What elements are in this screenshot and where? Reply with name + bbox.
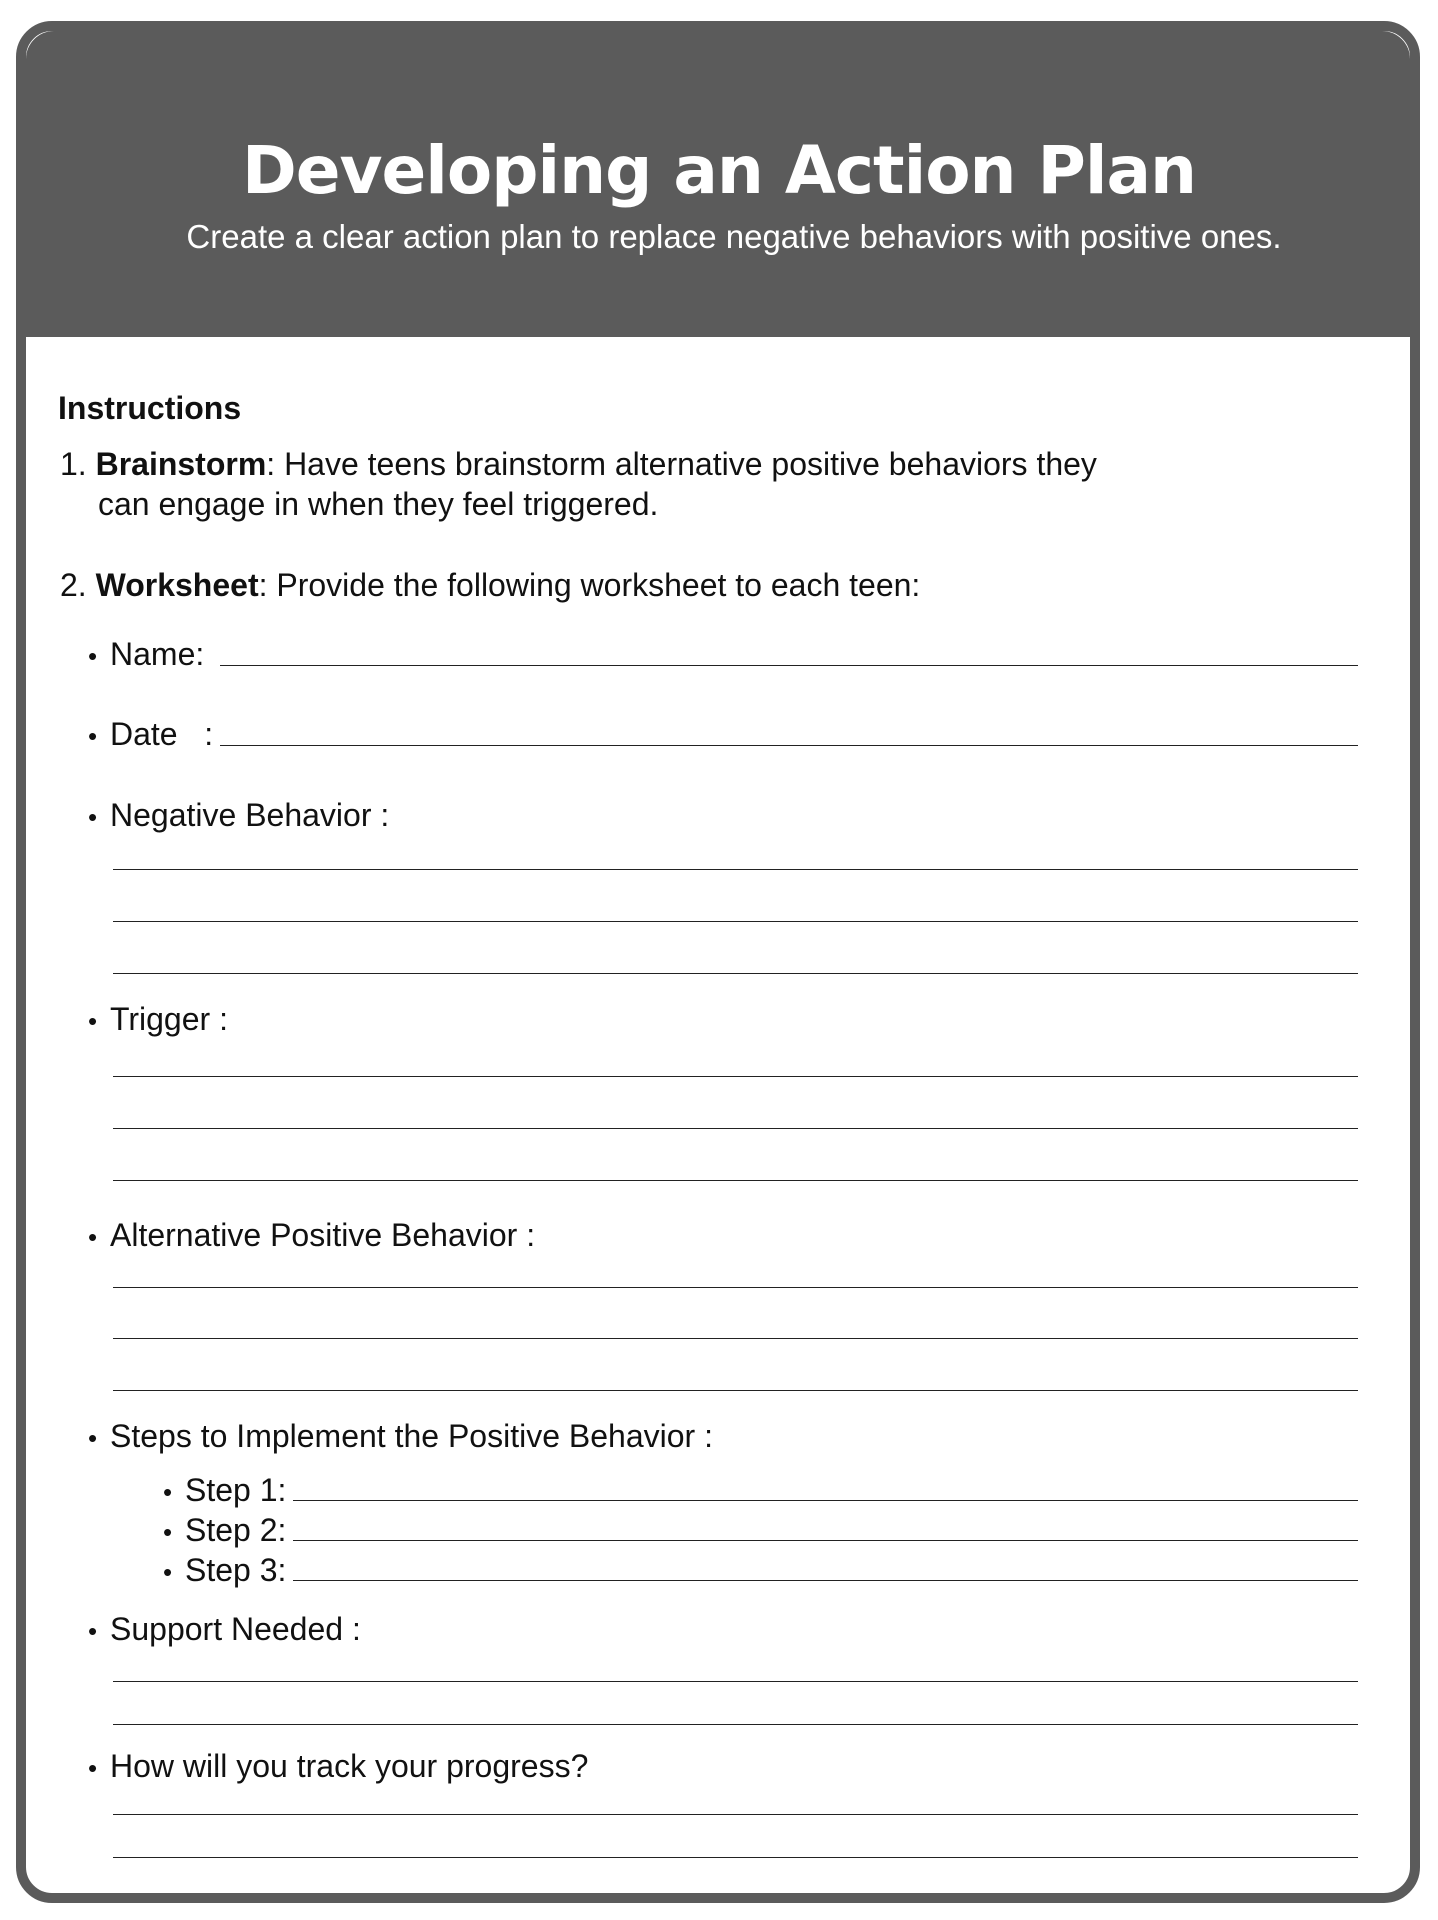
trigger-line-2[interactable] [113, 1128, 1358, 1129]
step-2-label-text: Step 2: [185, 1512, 287, 1548]
instruction-1 [60, 444, 1097, 484]
page-subtitle: Create a clear action plan to replace negative behaviors with positive ones. [186, 218, 1282, 255]
steps-label-text: Steps to Implement the Positive Behavior : [110, 1418, 713, 1454]
instruction-1-term: Brainstorm [95, 446, 267, 482]
date-label [88, 714, 213, 756]
instruction-1-number: 1. [60, 446, 87, 482]
support-needed-label-text: Support Needed : [110, 1611, 361, 1647]
trigger-line-3[interactable] [113, 1180, 1358, 1181]
bullet: • [88, 641, 98, 671]
negative-behavior-line-3[interactable] [113, 973, 1358, 974]
trigger-label-text: Trigger : [110, 1001, 228, 1037]
bullet: • [88, 1222, 98, 1252]
date-label-text: Date : [110, 716, 214, 752]
date-field[interactable] [220, 745, 1358, 746]
alternative-behavior-line-2[interactable] [113, 1338, 1358, 1339]
alternative-behavior-label-text: Alternative Positive Behavior : [110, 1217, 536, 1253]
alternative-behavior-line-1[interactable] [113, 1287, 1358, 1288]
instruction-2 [60, 565, 920, 605]
track-progress-label [88, 1746, 588, 1788]
bullet: • [163, 1557, 173, 1587]
alternative-behavior-label [88, 1215, 535, 1257]
negative-behavior-label [88, 795, 389, 837]
name-label-text: Name: [110, 636, 205, 672]
negative-behavior-line-1[interactable] [113, 869, 1358, 870]
step-2-field[interactable] [293, 1540, 1358, 1541]
trigger-line-1[interactable] [113, 1076, 1358, 1077]
instruction-1-continued: can engage in when they feel triggered. [98, 486, 659, 522]
name-label [88, 634, 204, 676]
name-field[interactable] [220, 665, 1358, 666]
instructions-heading: Instructions [58, 390, 242, 426]
bullet: • [88, 1753, 98, 1783]
step-1-label-text: Step 1: [185, 1472, 287, 1508]
negative-behavior-label-text: Negative Behavior : [110, 797, 390, 833]
bullet: • [88, 1616, 98, 1646]
track-progress-line-2[interactable] [113, 1857, 1358, 1858]
support-needed-label [88, 1609, 361, 1651]
bullet: • [88, 1423, 98, 1453]
bullet: • [88, 802, 98, 832]
bullet: • [163, 1517, 173, 1547]
step-3-label [163, 1550, 286, 1592]
support-needed-line-2[interactable] [113, 1724, 1358, 1725]
trigger-label [88, 999, 228, 1041]
alternative-behavior-line-3[interactable] [113, 1390, 1358, 1391]
step-1-field[interactable] [293, 1500, 1358, 1501]
page-title: Developing an Action Plan [241, 132, 1197, 209]
bullet: • [88, 1006, 98, 1036]
negative-behavior-line-2[interactable] [113, 921, 1358, 922]
instruction-2-number: 2. [60, 567, 87, 603]
support-needed-line-1[interactable] [113, 1681, 1358, 1682]
step-1-label [163, 1470, 286, 1512]
bullet: • [88, 721, 98, 751]
track-progress-line-1[interactable] [113, 1814, 1358, 1815]
step-3-label-text: Step 3: [185, 1552, 287, 1588]
instruction-2-term: Worksheet [95, 567, 259, 603]
steps-label [88, 1416, 713, 1458]
track-progress-label-text: How will you track your progress? [110, 1748, 589, 1784]
bullet: • [163, 1477, 173, 1507]
instruction-1-text: : Have teens brainstorm alternative positive behaviors they [266, 446, 1097, 482]
step-3-field[interactable] [293, 1580, 1358, 1581]
instruction-2-text: : Provide the following worksheet to each teen: [258, 567, 921, 603]
step-2-label [163, 1510, 286, 1552]
